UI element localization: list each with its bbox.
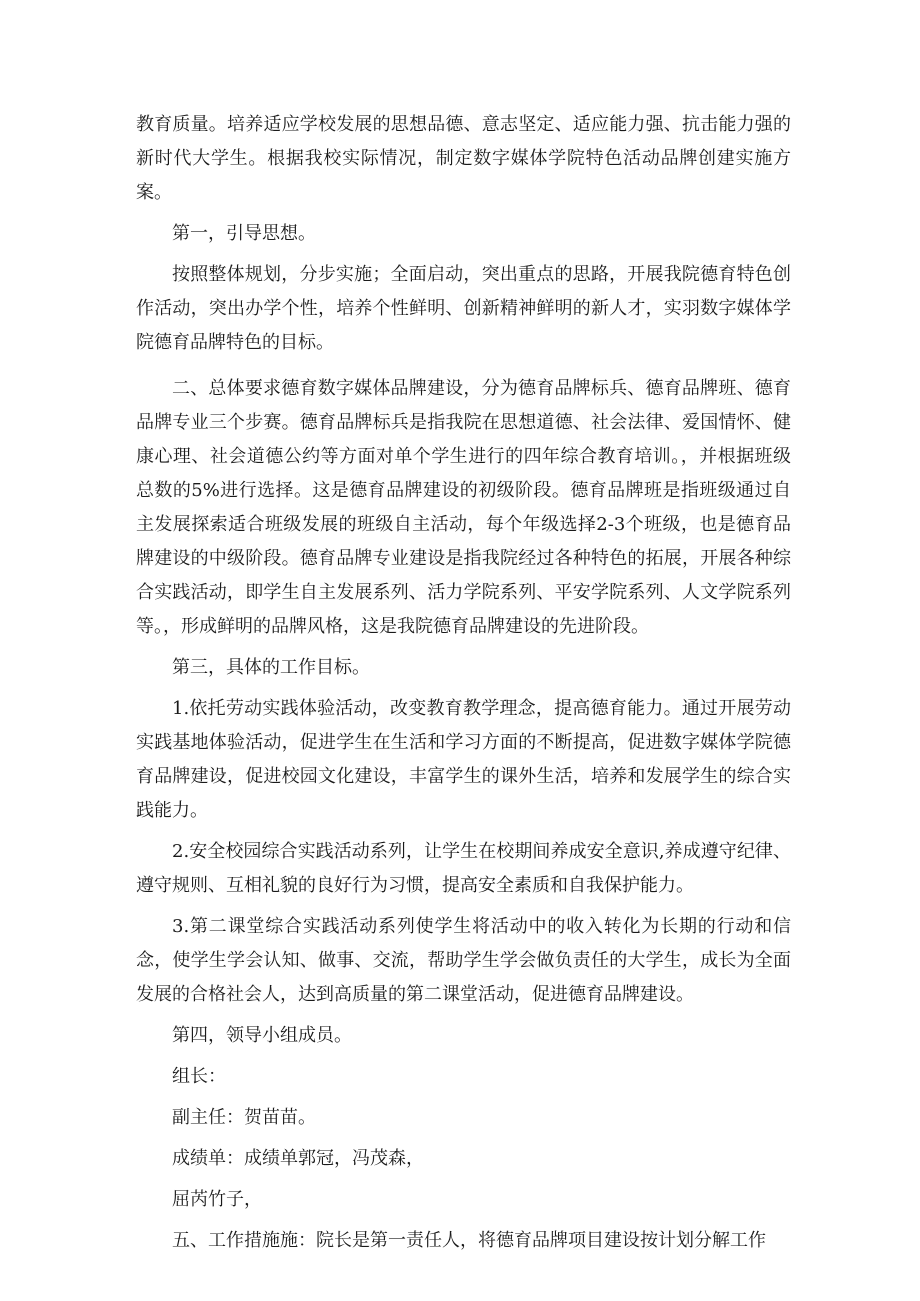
line-member-name: 屈芮竹子，: [172, 1189, 262, 1210]
line-group-leader: 组长：: [172, 1066, 226, 1087]
heading-guiding-thought: 第一，引导思想。: [172, 223, 316, 244]
paragraph-goal-3: 3.第二课堂综合实践活动系列使学生将活动中的收入转化为长期的行动和信念，使学生学会认知、做事、交流，帮助学生学会做负责任的大学生，成长为全面发展的合格社会人，达到高质量的第二课堂活动，促进德育品牌建设。: [136, 916, 791, 1005]
paragraph-work-measures: 五、工作措施施：院长是第一责任人，将德育品牌项目建设按计划分解工作: [172, 1230, 766, 1251]
line-deputy-director: 副主任：贺苗苗。: [172, 1107, 316, 1128]
paragraph-general-requirements: 二、总体要求德育数字媒体品牌建设，分为德育品牌标兵、德育品牌班、德育品牌专业三个步赛。德育品牌标兵是指我院在思想道德、社会法律、爱国情怀、健康心理、社会道德公约等方面对单个学生进行的四年综合教育培训。，并根据班级总数的5%进行选择。这是德育品牌建设的初级阶段。德育品牌班是指班级通过自主发展探索适合班级发展的班级自主活动，每个年级选择2-3个班级，也是德育品牌建设的中级阶段。德育品牌专业建设是指我院经过各种特色的拓展，开展各种综合实践活动，即学生自主发展系列、活力学院系列、平安学院系列、人文学院系列等。，形成鲜明的品牌风格，这是我院德育品牌建设的先进阶段。: [136, 378, 791, 637]
paragraph-goal-2: 2.安全校园综合实践活动系列，让学生在校期间养成安全意识,养成遵守纪律、遵守规则、互相礼貌的良好行为习惯，提高安全素质和自我保护能力。: [136, 841, 791, 896]
paragraph-intro-continued: 教育质量。培养适应学校发展的思想品德、意志坚定、适应能力强、抗击能力强的新时代大学生。根据我校实际情况，制定数字媒体学院特色活动品牌创建实施方案。: [136, 114, 791, 203]
heading-work-goals: 第三，具体的工作目标。: [172, 657, 370, 678]
paragraph-guiding-thought: 按照整体规划，分步实施；全面启动，突出重点的思路，开展我院德育特色创作活动，突出办学个性，培养个性鲜明、创新精神鲜明的新人才，实羽数字媒体学院德育品牌特色的目标。: [136, 264, 791, 353]
heading-leadership-group: 第四，领导小组成员。: [172, 1025, 352, 1046]
line-transcript: 成绩单：成绩单郭冠，冯茂森，: [172, 1148, 424, 1169]
paragraph-goal-1: 1.依托劳动实践体验活动，改变教育教学理念，提高德育能力。通过开展劳动实践基地体验活动，促进学生在生活和学习方面的不断提高，促进数字媒体学院德育品牌建设，促进校园文化建设，丰富学生的课外生活，培养和发展学生的综合实践能力。: [136, 698, 791, 821]
document-page: [136, 108, 791, 1258]
